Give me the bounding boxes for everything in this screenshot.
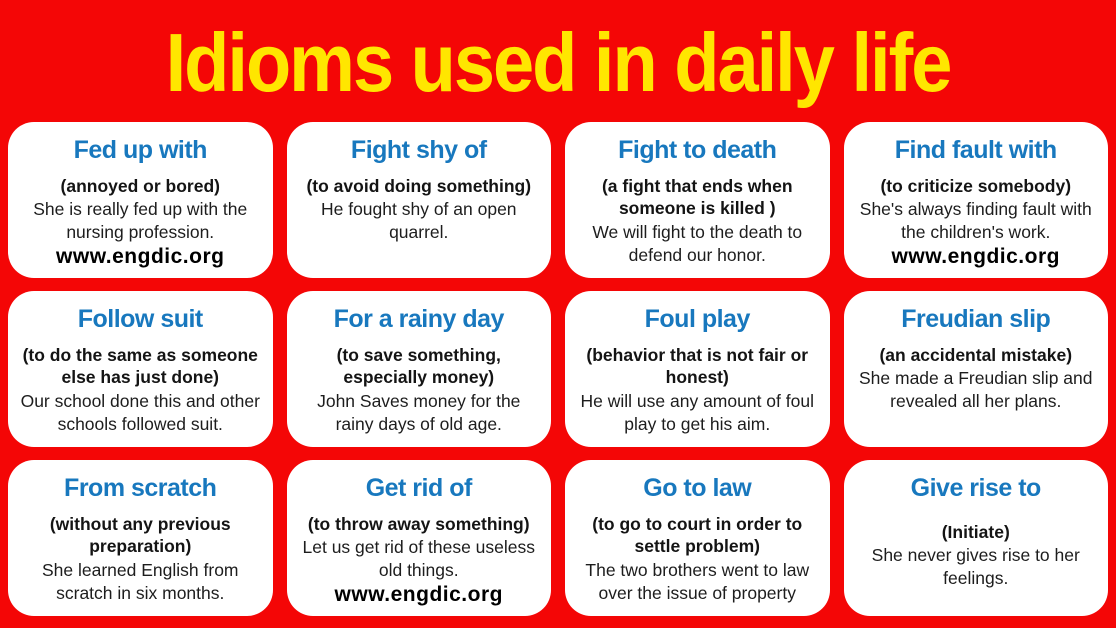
idiom-example: Let us get rid of these useless old things.: [302, 537, 535, 581]
idiom-title: Follow suit: [77, 305, 203, 333]
idiom-card-get-rid-of: [287, 460, 552, 616]
idiom-example: He fought shy of an open quarrel.: [320, 199, 517, 243]
idiom-definition: (to avoid doing something): [306, 176, 532, 196]
idiom-title: Fight shy of: [350, 136, 487, 164]
idiom-title: Fed up with: [73, 136, 207, 164]
website-text: www.engdic.org: [334, 582, 503, 606]
idiom-example: The two brothers went to law over the issue of property: [585, 559, 810, 603]
idiom-example: John Saves money for the rainy days of old age.: [317, 390, 521, 434]
idiom-definition: (to save something, especially money): [336, 345, 501, 388]
idiom-definition: (Initiate): [941, 522, 1010, 542]
idiom-definition: (to do the same as someone else has just done): [22, 345, 258, 388]
poster-header: [0, 0, 1116, 118]
idiom-grid: [8, 122, 1108, 616]
idiom-example: She is really fed up with the nursing profession.: [33, 199, 248, 243]
idiom-definition: (to criticize somebody): [880, 176, 1072, 196]
idiom-title: Go to law: [643, 474, 752, 502]
idiom-card-find-fault-with: [844, 122, 1109, 278]
idiom-card-give-rise-to: [844, 460, 1109, 616]
idiom-definition: (without any previous preparation): [49, 514, 231, 557]
idiom-title: Freudian slip: [901, 305, 1051, 333]
idiom-card-from-scratch: [8, 460, 273, 616]
website-text: www.engdic.org: [891, 244, 1060, 268]
idiom-example: She learned English from scratch in six months.: [42, 559, 239, 603]
idiom-card-go-to-law: [565, 460, 830, 616]
idiom-definition: (an accidental mistake): [879, 345, 1073, 365]
idiom-definition: (a fight that ends when someone is killed ): [601, 176, 793, 219]
idiom-card-freudian-slip: [844, 291, 1109, 447]
idiom-card-fight-shy-of: [287, 122, 552, 278]
idiom-title: Foul play: [644, 305, 750, 333]
idiom-card-fight-to-death: [565, 122, 830, 278]
idiom-definition: (annoyed or bored): [60, 176, 220, 196]
idiom-title: Find fault with: [894, 136, 1057, 164]
idiom-example: She made a Freudian slip and revealed all her plans.: [859, 368, 1093, 412]
idiom-title: For a rainy day: [333, 305, 504, 333]
idiom-title: From scratch: [64, 474, 217, 502]
page-title: Idioms used in daily life: [165, 15, 951, 109]
idiom-card-foul-play: [565, 291, 830, 447]
idiom-title: Fight to death: [618, 136, 777, 164]
idiom-card-follow-suit: [8, 291, 273, 447]
idiom-example: Our school done this and other schools followed suit.: [20, 390, 260, 434]
idiom-example: She's always finding fault with the children's work.: [859, 199, 1092, 243]
idiom-definition: (to go to court in order to settle problem): [592, 514, 803, 557]
idiom-card-fed-up-with: [8, 122, 273, 278]
idiom-example: We will fight to the death to defend our honor.: [592, 221, 803, 265]
idiom-definition: (behavior that is not fair or honest): [586, 345, 809, 388]
idiom-title: Give rise to: [910, 474, 1041, 502]
idiom-card-for-a-rainy-day: [287, 291, 552, 447]
idiom-definition: (to throw away something): [307, 514, 530, 534]
idiom-example: He will use any amount of foul play to get his aim.: [580, 390, 814, 434]
idiom-example: She never gives rise to her feelings.: [871, 545, 1080, 589]
website-text: www.engdic.org: [56, 244, 225, 268]
idiom-title: Get rid of: [365, 474, 472, 502]
